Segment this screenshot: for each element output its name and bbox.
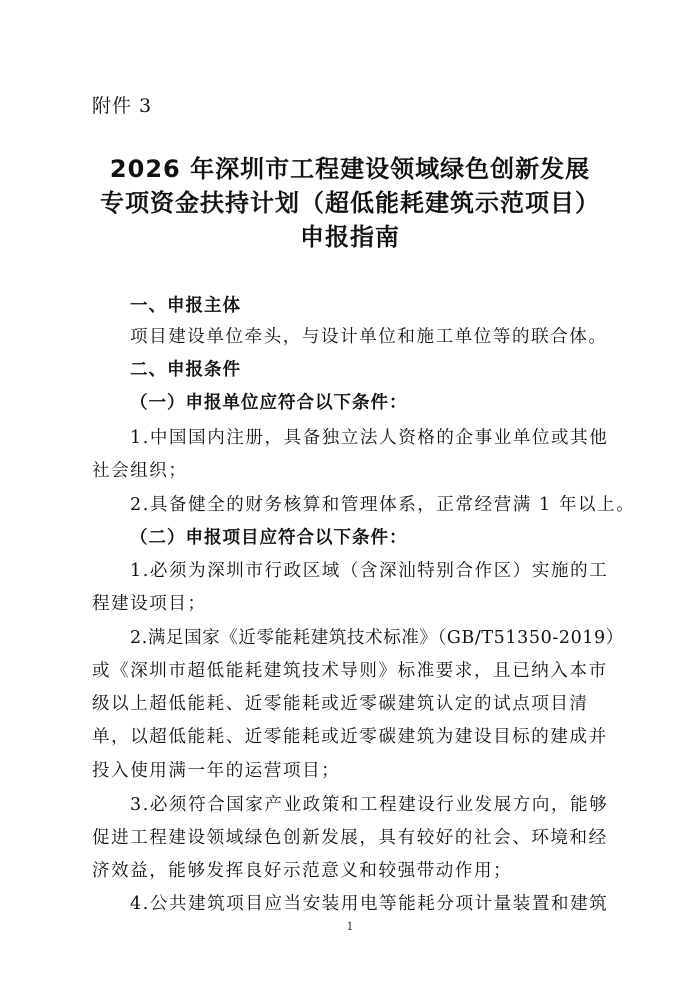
paragraph-line: 3.必须符合国家产业政策和工程建设行业发展方向，能够 (130, 795, 609, 815)
section-heading-conditions: 二、申报条件 (130, 360, 241, 380)
paragraph-line: 项目建设单位牵头，与设计单位和施工单位等的联合体。 (130, 327, 608, 347)
title-line-3: 申报指南 (300, 223, 400, 251)
paragraph-line: 程建设项目； (92, 594, 207, 614)
paragraph-line: 单，以超低能耗、近零能耗或近零碳建筑为建设目标的建成并 (92, 727, 608, 747)
paragraph-line: 级以上超低能耗、近零能耗或近零碳建筑认定的试点项目清 (92, 694, 589, 714)
paragraph-line: 济效益，能够发挥良好示范意义和较强带动作用； (92, 861, 513, 881)
title-line-2: 专项资金扶持计划（超低能耗建筑示范项目） (100, 189, 600, 217)
page-number: 1 (346, 920, 354, 933)
title-line-1: 2026 年深圳市工程建设领域绿色创新发展 (109, 155, 591, 183)
subsection-heading-unit: （一）申报单位应符合以下条件： (130, 393, 408, 413)
attachment-label: 附件 3 (92, 95, 153, 117)
section-heading-applicant: 一、申报主体 (130, 296, 241, 316)
paragraph-line: 1.中国国内注册，具备独立法人资格的企事业单位或其他 (130, 428, 609, 448)
paragraph-line: 投入使用满一年的运营项目； (92, 761, 341, 781)
paragraph-line: 促进工程建设领域绿色创新发展，具有较好的社会、环境和经 (92, 828, 608, 848)
subsection-heading-project: （二）申报项目应符合以下条件： (130, 528, 408, 548)
paragraph-line: 或《深圳市超低能耗建筑技术导则》标准要求，且已纳入本市 (92, 661, 608, 681)
paragraph-line: 社会组织； (92, 461, 188, 481)
paragraph-line: 2.满足国家《近零能耗建筑技术标准》（GB/T51350-2019） (130, 628, 624, 648)
paragraph-line: 2.具备健全的财务核算和管理体系，正常经营满 1 年以上。 (130, 495, 636, 515)
paragraph-line: 4.公共建筑项目应当安装用电等能耗分项计量装置和建筑 (130, 894, 609, 914)
paragraph-line: 1.必须为深圳市行政区域（含深汕特别合作区）实施的工 (130, 561, 609, 581)
